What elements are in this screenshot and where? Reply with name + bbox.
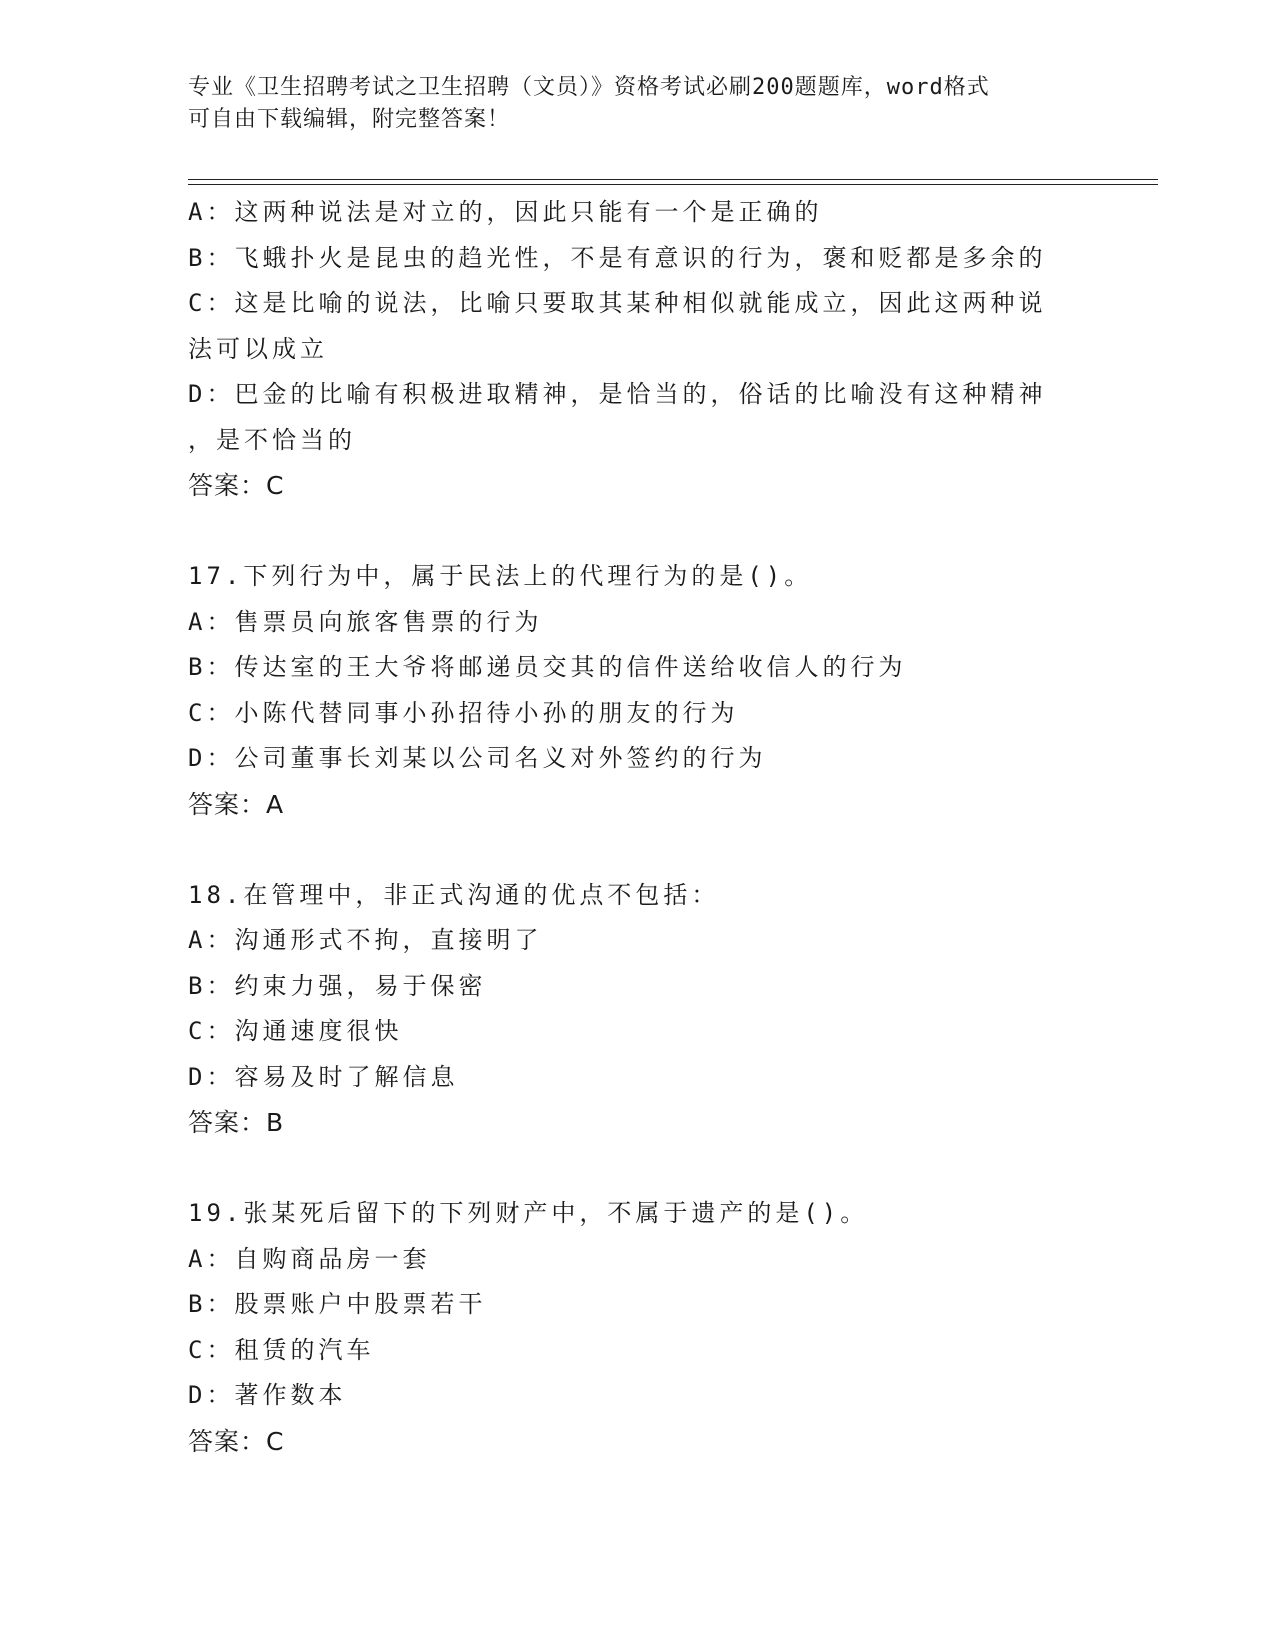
option-d: D：巴金的比喻有积极进取精神，是恰当的，俗话的比喻没有这种精神 [188, 380, 1047, 408]
option-d: D：公司董事长刘某以公司名义对外签约的行为 [188, 744, 767, 772]
question-block-17 [188, 554, 1088, 828]
question-stem: 17.下列行为中，属于民法上的代理行为的是()。 [188, 562, 813, 590]
header-line-2: 可自由下载编辑，附完整答案！ [188, 107, 511, 132]
question-block-18 [188, 873, 1088, 1147]
question-list [188, 190, 1088, 1465]
answer: 答案：C [188, 471, 285, 500]
option-c: C：沟通速度很快 [188, 1017, 403, 1045]
option-a: A：这两种说法是对立的，因此只能有一个是正确的 [188, 198, 823, 226]
option-d: D：容易及时了解信息 [188, 1062, 459, 1091]
option-b: B：股票账户中股票若干 [188, 1290, 487, 1318]
question-block-16 [188, 190, 1088, 509]
option-a: A：自购商品房一套 [188, 1244, 431, 1273]
option-c: C：小陈代替同事小孙招待小孙的朋友的行为 [188, 698, 739, 727]
question-block-19 [188, 1191, 1088, 1465]
option-b: B：飞蛾扑火是昆虫的趋光性，不是有意识的行为，褒和贬都是多余的 [188, 243, 1047, 272]
option-a: A：售票员向旅客售票的行为 [188, 607, 543, 636]
option-c: C：租赁的汽车 [188, 1335, 375, 1364]
option-c: C：这是比喻的说法，比喻只要取其某种相似就能成立，因此这两种说 [188, 289, 1047, 317]
option-c-continued: 法可以成立 [188, 334, 328, 363]
option-b: B：约束力强，易于保密 [188, 971, 487, 1000]
answer: 答案：C [188, 1426, 285, 1456]
option-a: A：沟通形式不拘，直接明了 [188, 926, 543, 954]
answer: 答案：B [188, 1108, 285, 1137]
option-b: B：传达室的王大爷将邮递员交其的信件送给收信人的行为 [188, 653, 907, 681]
header-line-1: 专业《卫生招聘考试之卫生招聘（文员）》资格考试必刷200题题库，word格式 [188, 75, 990, 100]
question-stem: 18.在管理中，非正式沟通的优点不包括： [188, 880, 720, 909]
option-d-continued: ，是不恰当的 [188, 425, 356, 454]
document-header [188, 72, 1088, 136]
option-d: D：著作数本 [188, 1381, 347, 1409]
header-divider-bottom [188, 184, 1158, 185]
question-stem: 19.张某死后留下的下列财产中，不属于遗产的是()。 [188, 1199, 869, 1227]
answer: 答案：A [188, 789, 285, 819]
header-divider-top [188, 179, 1158, 180]
